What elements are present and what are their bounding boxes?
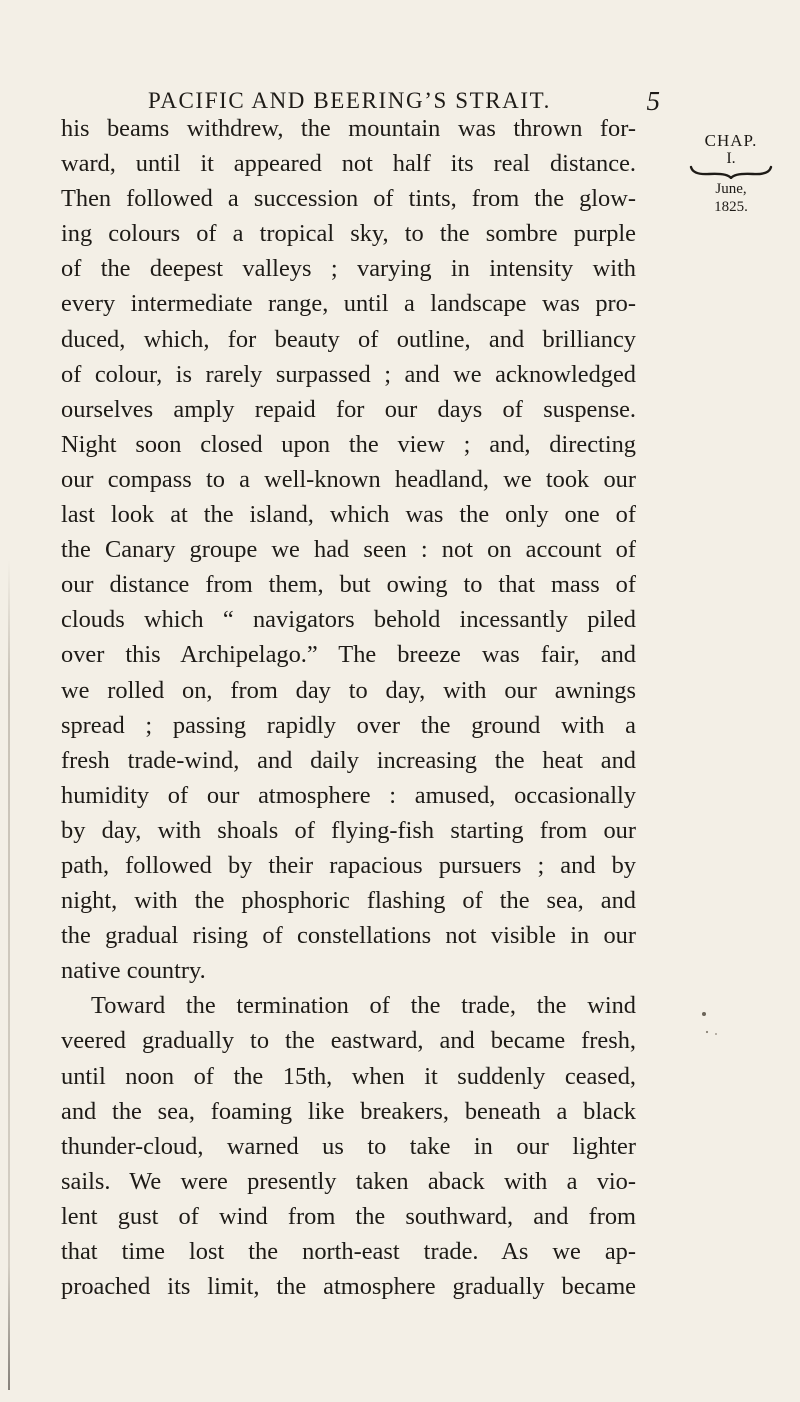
text-line: veered gradually to the eastward, and became fresh, (61, 1027, 636, 1055)
text-line: ourselves amply repaid for our days of suspense. (61, 395, 636, 423)
text-line: of the deepest valleys ; varying in intensity with (61, 255, 636, 283)
text-line: we rolled on, from day to day, with our awnings (61, 676, 636, 704)
text-line: ward, until it appeared not half its real distance. (61, 150, 636, 178)
text-line: ing colours of a tropical sky, to the sombre purple (61, 220, 636, 248)
text-line: by day, with shoals of flying-fish starting from our (61, 816, 636, 844)
text-line: night, with the phosphoric flashing of the sea, and (61, 887, 636, 915)
text-line: Night soon closed upon the view ; and, directing (61, 430, 636, 458)
text-line: humidity of our atmosphere : amused, occasionally (61, 781, 636, 809)
text-line: fresh trade-wind, and daily increasing the heat and (61, 746, 636, 774)
margin-month: June, (715, 181, 747, 197)
text-line: until noon of the 15th, when it suddenly ceased, (61, 1062, 636, 1090)
text-line: our distance from them, but owing to that mass of (61, 571, 636, 599)
body-text (61, 111, 636, 1304)
text-line: over this Archipelago.” The breeze was fair, and (61, 641, 636, 669)
text-line: that time lost the north-east trade. As we ap- (61, 1238, 636, 1265)
paper-specks (700, 1010, 720, 1040)
page-number: 5 (646, 86, 660, 116)
paragraph-end-line: native country. (61, 957, 206, 985)
text-line: every intermediate range, until a landscape was pro- (61, 290, 636, 318)
paragraph-start-line: Toward the termination of the trade, the wind (91, 992, 636, 1020)
text-line: Then followed a succession of tints, from the glow- (61, 185, 636, 213)
chapter-number: I. (726, 150, 736, 167)
text-line: spread ; passing rapidly over the ground with a (61, 711, 636, 739)
text-line: last look at the island, which was the only one of (61, 501, 636, 529)
running-title: PACIFIC AND BEERING’S STRAIT. (148, 88, 551, 113)
text-line: path, followed by their rapacious pursuers ; and by (61, 851, 636, 879)
text-line: proached its limit, the atmosphere gradually became (61, 1273, 636, 1301)
text-line: sails. We were presently taken aback with a vio- (61, 1167, 636, 1195)
margin-note (676, 131, 786, 215)
page-gutter-shadow (8, 560, 10, 1390)
brace-icon (689, 165, 773, 179)
text-line: the Canary groupe we had seen : not on account of (61, 536, 636, 564)
text-line: our compass to a well-known headland, we took our (61, 465, 636, 493)
text-line: lent gust of wind from the southward, and from (61, 1202, 636, 1230)
text-line: his beams withdrew, the mountain was thrown for- (61, 115, 636, 142)
text-line: the gradual rising of constellations not visible in our (61, 922, 636, 950)
text-line: and the sea, foaming like breakers, beneath a black (61, 1097, 636, 1125)
text-line: duced, which, for beauty of outline, and brilliancy (61, 325, 636, 353)
text-line: of colour, is rarely surpassed ; and we acknowledged (61, 360, 636, 388)
chapter-label: CHAP. (704, 131, 758, 150)
text-line: thunder-cloud, warned us to take in our lighter (61, 1132, 636, 1160)
margin-year: 1825. (714, 199, 748, 215)
text-line: clouds which “ navigators behold incessantly piled (61, 606, 636, 634)
